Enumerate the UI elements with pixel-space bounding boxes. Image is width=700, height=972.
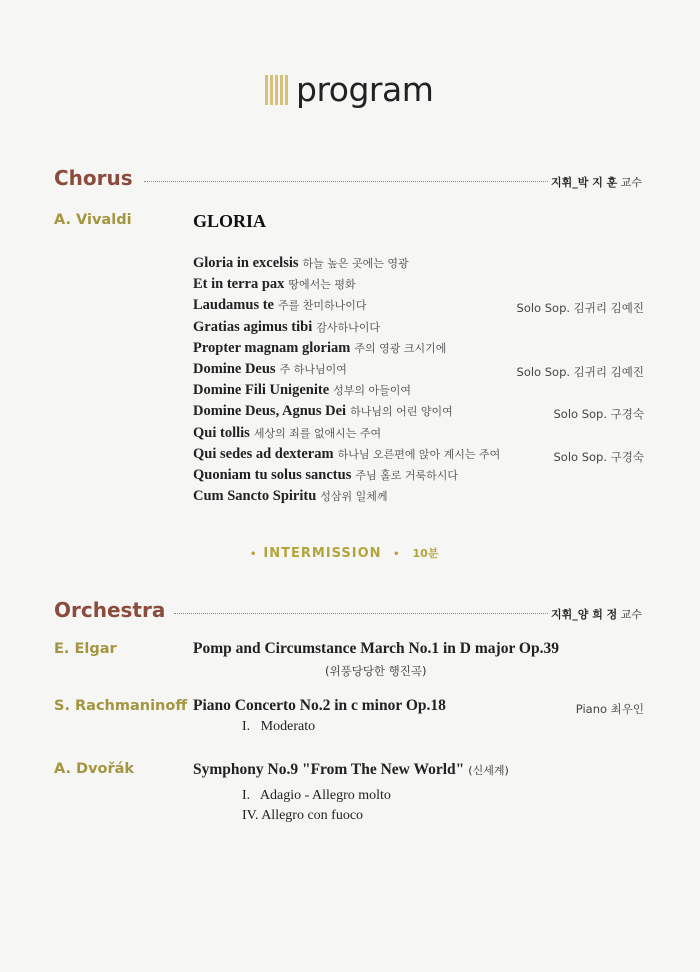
composer-vivaldi: A. Vivaldi [54, 212, 132, 228]
section-title-orchestra: Orchestra [54, 598, 166, 622]
movement-item [193, 340, 446, 357]
movement-latin: Qui tollis [193, 425, 250, 441]
composer-rachmaninoff: S. Rachmaninoff [54, 698, 188, 714]
movement-latin: Domine Deus [193, 361, 276, 377]
movement-korean: 땅에서는 평화 [288, 278, 356, 291]
movement-item: IV. Allegro con fuoco [242, 808, 364, 823]
movement-item: I. Moderato [242, 719, 316, 734]
movement-latin: Quoniam tu solus sanctus [193, 467, 352, 483]
composer-elgar: E. Elgar [54, 641, 117, 657]
movement-item [193, 297, 367, 314]
movement-korean: 하나님 오른편에 앉아 계시는 주여 [337, 448, 501, 461]
movement-latin: Domine Deus, Agnus Dei [193, 403, 347, 419]
piece-title: Piano Concerto No.2 in c minor Op.18 [193, 697, 446, 714]
movement-item [193, 382, 411, 399]
movement-korean: 성부의 아들이여 [333, 384, 412, 397]
page-title: program [296, 70, 434, 109]
piece-title: Pomp and Circumstance March No.1 in D major Op.39 [193, 640, 559, 657]
program-header [265, 72, 433, 108]
movement-korean: 주 하나님이여 [279, 363, 347, 376]
intermission: • INTERMISSION • 10분 [250, 546, 439, 561]
section-divider [144, 181, 548, 182]
movement-latin: Gloria in excelsis [193, 255, 299, 271]
piece-title: Symphony No.9 "From The New World" (신세계) [193, 761, 509, 778]
movement-latin: Laudamus te [193, 297, 274, 313]
movement-korean: 주를 찬미하나이다 [277, 299, 367, 312]
movement-item [193, 361, 347, 378]
soloist-piano: Piano 최우인 [575, 702, 644, 716]
movement-korean: 감사하나이다 [316, 321, 380, 334]
chorus-conductor: 지휘_박 지 훈 교수 [551, 176, 643, 189]
movement-korean: 하나님의 어린 양이여 [350, 405, 453, 418]
section-divider [174, 613, 548, 614]
movement-korean: 주님 홀로 거룩하시다 [355, 469, 458, 482]
movement-item [193, 467, 458, 484]
orchestra-conductor: 지휘_양 희 정 교수 [551, 608, 643, 621]
movement-latin: Et in terra pax [193, 276, 285, 292]
solo-credit: Solo Sop. 김귀리 김예진 [516, 365, 644, 379]
piece-subtitle: (위풍당당한 행진곡) [325, 664, 427, 678]
movement-latin: Gratias agimus tibi [193, 319, 313, 335]
movement-korean: 하늘 높은 곳에는 영광 [302, 257, 409, 270]
movement-item [193, 319, 380, 336]
movement-latin: Qui sedes ad dexteram [193, 446, 334, 462]
movement-korean: 성삼위 일체께 [320, 490, 388, 503]
movement-latin: Domine Fili Unigenite [193, 382, 330, 398]
movement-korean: 세상의 죄를 없애시는 주여 [253, 427, 382, 440]
composer-dvorak: A. Dvořák [54, 761, 135, 777]
movement-item: I. Adagio - Allegro molto [242, 788, 391, 803]
movement-korean: 주의 영광 크시기에 [354, 342, 447, 355]
title-bars-icon [265, 75, 288, 105]
solo-credit: Solo Sop. 구경숙 [553, 407, 644, 421]
movement-item [193, 255, 409, 272]
movement-latin: Cum Sancto Spiritu [193, 488, 317, 504]
section-title-chorus: Chorus [54, 166, 133, 190]
movement-item [193, 403, 453, 420]
work-title-gloria: GLORIA [193, 211, 267, 231]
solo-credit: Solo Sop. 구경숙 [553, 450, 644, 464]
solo-credit: Solo Sop. 김귀리 김예진 [516, 301, 644, 315]
movement-item [193, 446, 500, 463]
movement-item [193, 425, 381, 442]
movement-item [193, 488, 388, 505]
movement-item [193, 276, 356, 293]
movement-latin: Propter magnam gloriam [193, 340, 351, 356]
